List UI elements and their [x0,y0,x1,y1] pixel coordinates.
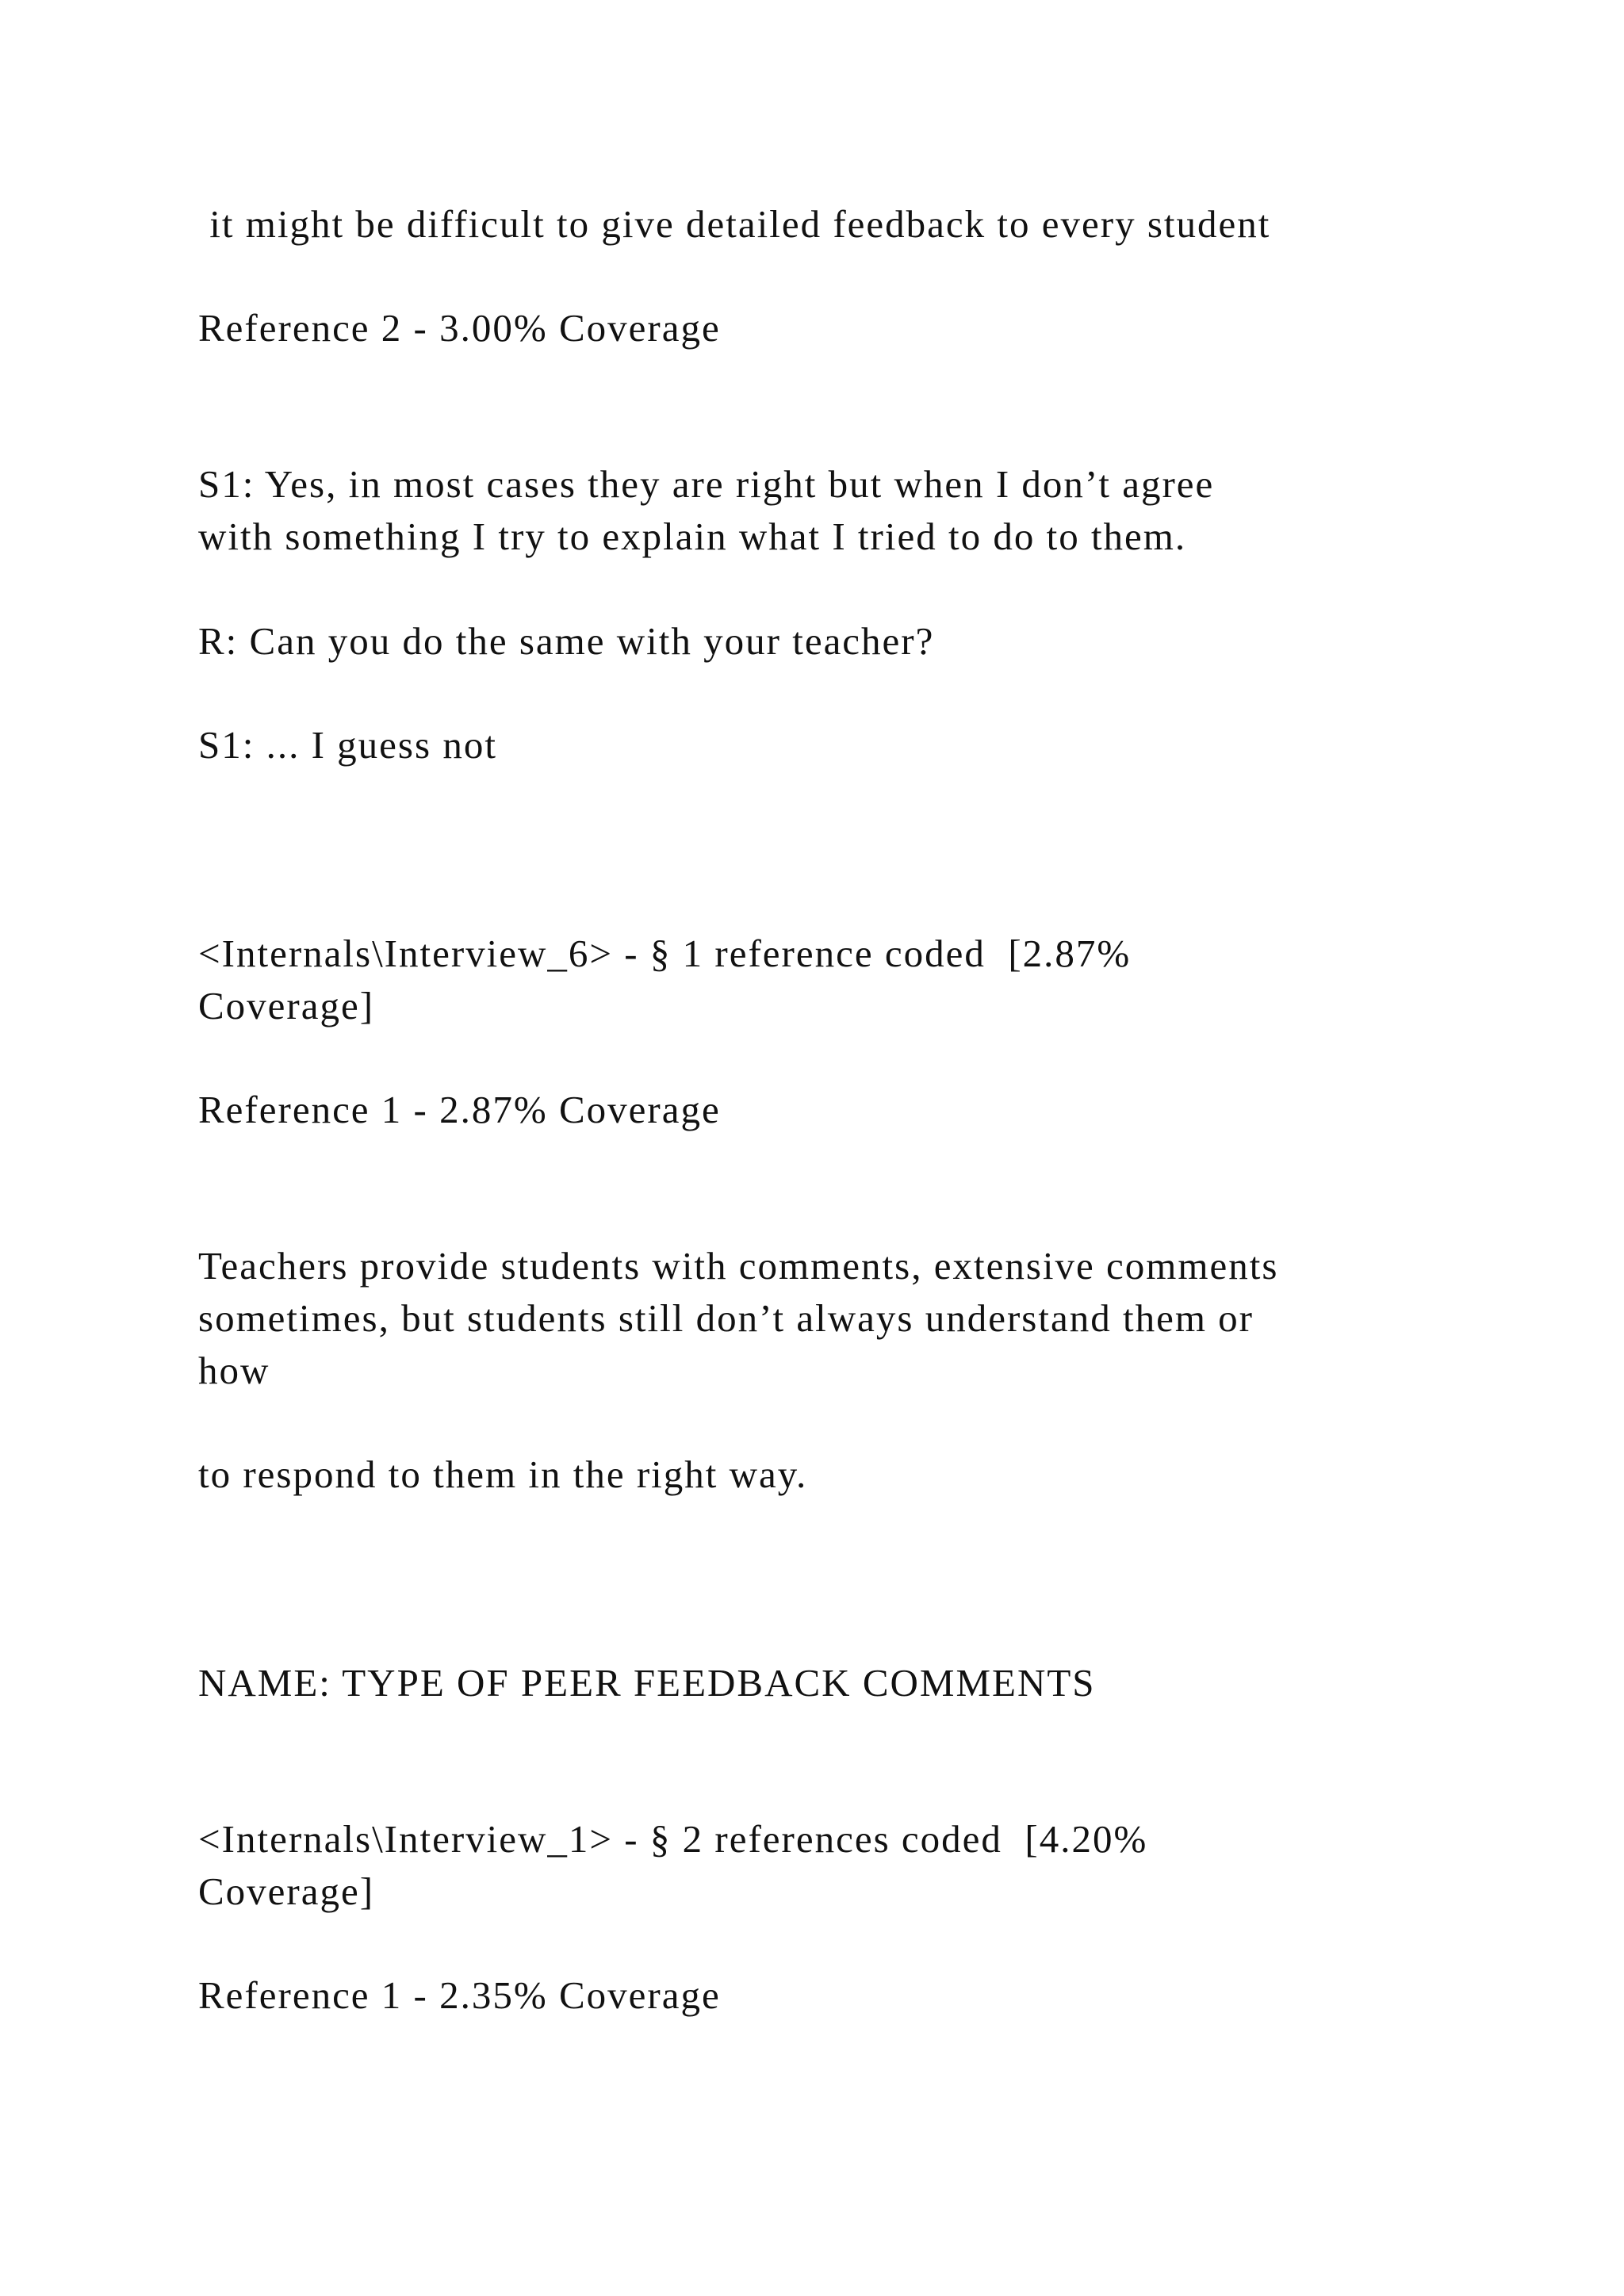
text-line: how [198,1349,270,1392]
source-heading-continued: Coverage] [198,984,375,1027]
reference-heading: Reference 1 - 2.87% Coverage [198,1088,721,1131]
text-line: Teachers provide students with comments, extensive comments [198,1244,1279,1288]
node-name-heading: NAME: TYPE OF PEER FEEDBACK COMMENTS [198,1661,1096,1705]
text-line: it might be difficult to give detailed feedback to every student [198,202,1271,246]
text-line: S1: ... I guess not [198,723,497,767]
reference-heading: Reference 2 - 3.00% Coverage [198,306,721,350]
text-line: sometimes, but students still don’t always understand them or [198,1296,1254,1340]
text-line: S1: Yes, in most cases they are right but when I don’t agree [198,462,1215,506]
reference-heading: Reference 1 - 2.35% Coverage [198,1973,721,2017]
source-heading-continued: Coverage] [198,1869,375,1913]
text-line: to respond to them in the right way. [198,1452,808,1496]
source-heading: <Internals\Interview_6> - § 1 reference coded [2.87% [198,932,1132,975]
source-heading: <Internals\Interview_1> - § 2 references coded [4.20% [198,1817,1148,1861]
text-line: with something I try to explain what I tried to do to them. [198,515,1187,558]
text-line: R: Can you do the same with your teacher? [198,619,935,663]
